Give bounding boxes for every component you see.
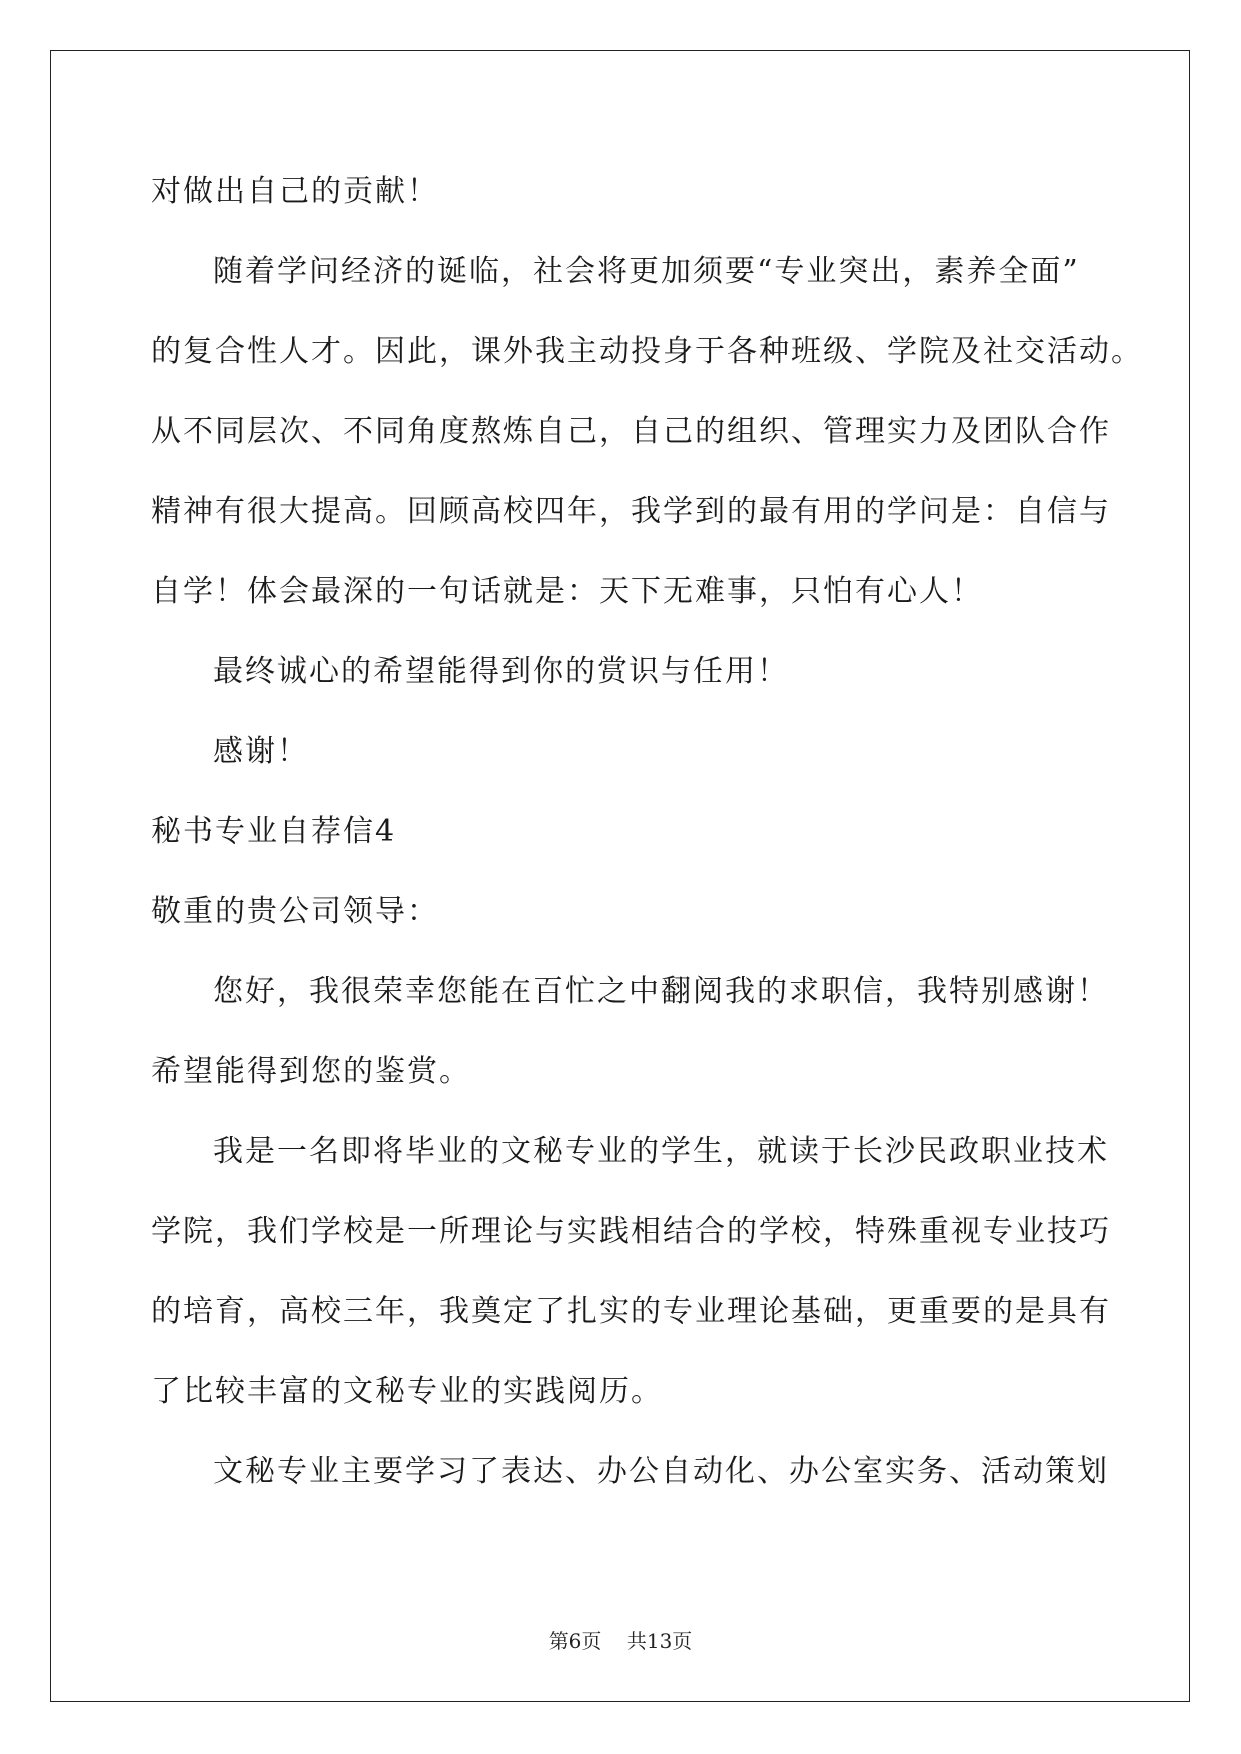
text-line: 感谢！ (213, 734, 309, 769)
salutation: 敬重的贵公司领导： (151, 894, 439, 929)
text-line: 自学！体会最深的一句话就是：天下无难事，只怕有心人！ (151, 574, 983, 609)
text-line: 了比较丰富的文秘专业的实践阅历。 (151, 1374, 663, 1409)
text-line: 精神有很大提高。回顾高校四年，我学到的最有用的学问是：自信与 (151, 494, 1111, 529)
text-line: 学院，我们学校是一所理论与实践相结合的学校，特殊重视专业技巧 (151, 1214, 1111, 1249)
page-number: 第6页 (548, 1629, 602, 1653)
text-line: 文秘专业主要学习了表达、办公自动化、办公室实务、活动策划 (213, 1454, 1109, 1489)
page-total: 共13页 (626, 1629, 693, 1653)
section-heading: 秘书专业自荐信4 (151, 814, 397, 849)
text-line: 我是一名即将毕业的文秘专业的学生，就读于长沙民政职业技术 (213, 1134, 1109, 1169)
text-line: 从不同层次、不同角度熬炼自己，自己的组织、管理实力及团队合作 (151, 414, 1111, 449)
text-line: 的培育，高校三年，我奠定了扎实的专业理论基础，更重要的是具有 (151, 1294, 1111, 1329)
text-line: 希望能得到您的鉴赏。 (151, 1054, 471, 1089)
text-line: 您好，我很荣幸您能在百忙之中翻阅我的求职信，我特别感谢！ (213, 974, 1109, 1009)
text-line: 最终诚心的希望能得到你的赏识与任用！ (213, 654, 789, 689)
text-line: 对做出自己的贡献！ (151, 174, 439, 209)
page-footer (0, 1629, 1241, 1653)
text-line: 的复合性人才。因此，课外我主动投身于各种班级、学院及社交活动。 (151, 334, 1143, 369)
text-line: 随着学问经济的诞临，社会将更加须要“专业突出，素养全面” (213, 254, 1080, 289)
